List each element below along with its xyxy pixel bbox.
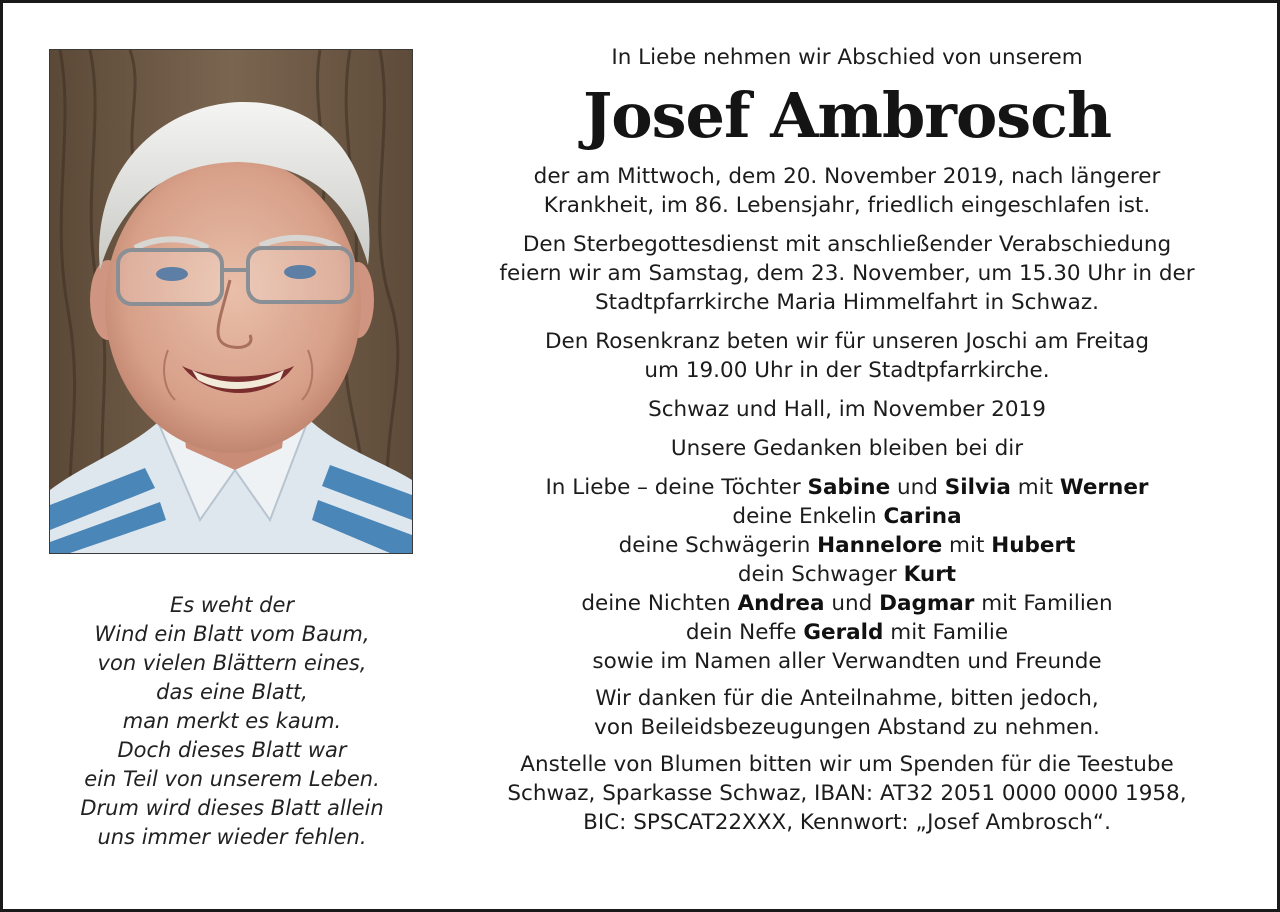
donation-line: BIC: SPSCAT22XXX, Kennwort: „Josef Ambrosch“. xyxy=(583,810,1111,835)
portrait-photo xyxy=(49,49,413,554)
poem-line: Drum wird dieses Blatt allein xyxy=(80,796,384,820)
mourners-list xyxy=(459,473,1235,676)
death-notice-line: Krankheit, im 86. Lebensjahr, friedlich eingeschlafen ist. xyxy=(543,193,1151,218)
poem-line: Wind ein Blatt vom Baum, xyxy=(94,622,370,646)
mourner-line: deine Schwägerin Hannelore mit Hubert xyxy=(618,533,1076,558)
poem-line: uns immer wieder fehlen. xyxy=(97,825,367,849)
poem-line: ein Teil von unserem Leben. xyxy=(84,767,380,791)
mourner-line: deine Nichten Andrea und Dagmar mit Familien xyxy=(581,591,1113,616)
mourner-line: dein Schwager Kurt xyxy=(737,562,957,587)
poem-line: von vielen Blättern eines, xyxy=(97,651,367,675)
rosary-line: um 19.00 Uhr in der Stadtpfarrkirche. xyxy=(644,358,1050,383)
deceased-name: Josef Ambrosch xyxy=(582,79,1112,152)
obituary-text xyxy=(459,43,1235,837)
poem xyxy=(43,591,421,852)
thanks-note xyxy=(459,684,1235,742)
death-notice-line: der am Mittwoch, dem 20. November 2019, nach längerer xyxy=(533,164,1161,189)
service-line: Stadtpfarrkirche Maria Himmelfahrt in Schwaz. xyxy=(595,290,1099,315)
thanks-line: von Beileidsbezeugungen Abstand zu nehmen. xyxy=(594,715,1100,740)
poem-line: man merkt es kaum. xyxy=(122,709,342,733)
rosary-info xyxy=(459,327,1235,385)
thoughts-line: Unsere Gedanken bleiben bei dir xyxy=(670,436,1024,461)
death-notice xyxy=(459,162,1235,220)
intro-line: In Liebe nehmen wir Abschied von unserem xyxy=(611,45,1083,70)
poem-line: das eine Blatt, xyxy=(156,680,308,704)
poem-line: Doch dieses Blatt war xyxy=(117,738,347,762)
donation-line: Anstelle von Blumen bitten wir um Spenden für die Teestube xyxy=(520,752,1174,777)
service-info xyxy=(459,230,1235,317)
mourner-line: deine Enkelin Carina xyxy=(732,504,962,529)
poem-line: Es weht der xyxy=(169,593,295,617)
mourner-line: sowie im Namen aller Verwandten und Freunde xyxy=(592,649,1102,674)
mourner-line: In Liebe – deine Töchter Sabine und Silvia mit Werner xyxy=(545,475,1149,500)
place-date: Schwaz und Hall, im November 2019 xyxy=(648,397,1046,422)
service-line: feiern wir am Samstag, dem 23. November, um 15.30 Uhr in der xyxy=(499,261,1195,286)
donation-line: Schwaz, Sparkasse Schwaz, IBAN: AT32 2051 0000 0000 1958, xyxy=(507,781,1187,806)
thanks-line: Wir danken für die Anteilnahme, bitten jedoch, xyxy=(595,686,1099,711)
donation-note xyxy=(459,750,1235,837)
mourner-line: dein Neffe Gerald mit Familie xyxy=(685,620,1009,645)
service-line: Den Sterbegottesdienst mit anschließender Verabschiedung xyxy=(522,232,1172,257)
rosary-line: Den Rosenkranz beten wir für unseren Joschi am Freitag xyxy=(545,329,1149,354)
portrait-illustration xyxy=(50,50,412,553)
